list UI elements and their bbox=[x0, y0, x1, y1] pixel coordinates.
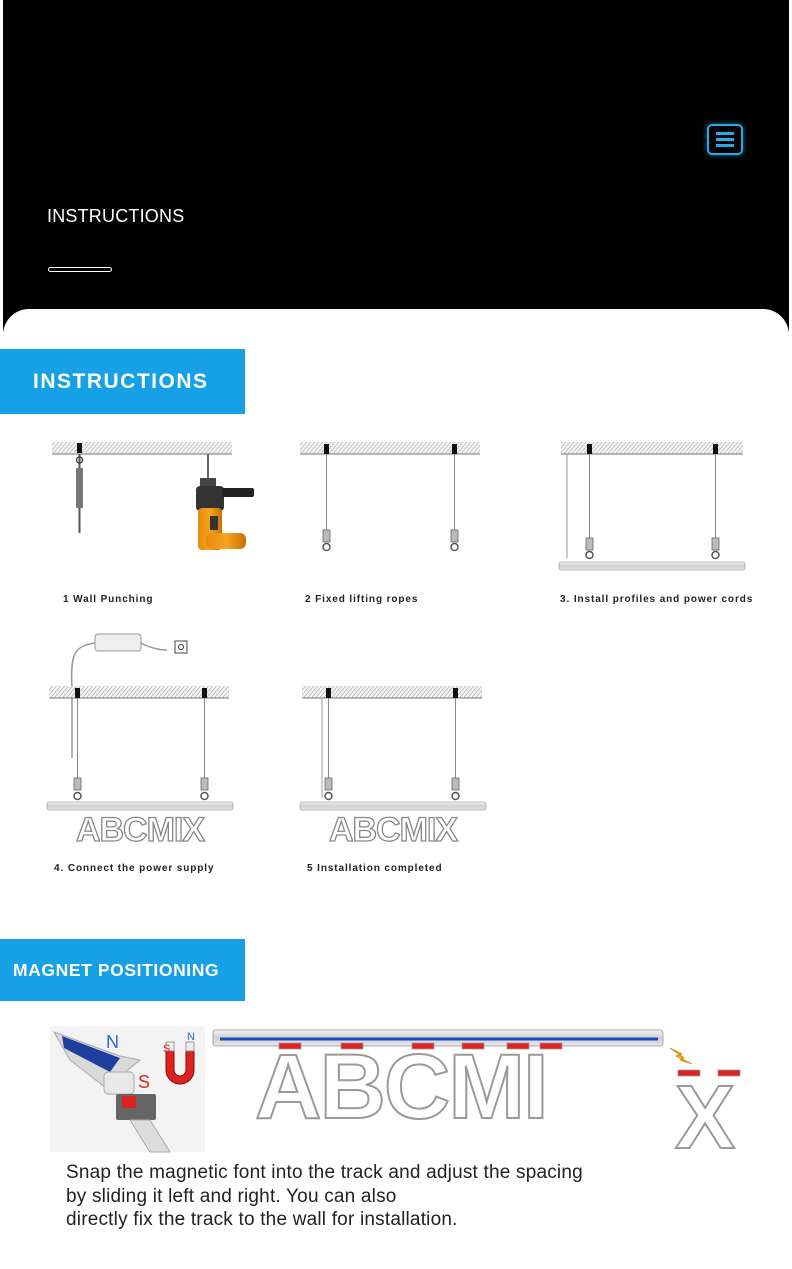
menu-icon bbox=[716, 132, 734, 135]
magnet-description-line-1: Snap the magnetic font into the track and adjust the spacing bbox=[66, 1162, 583, 1183]
magnet-description bbox=[66, 1161, 766, 1232]
page-header bbox=[0, 0, 792, 340]
step-1-caption: 1 Wall Punching bbox=[63, 594, 154, 605]
horseshoe-pole-s-label: S bbox=[163, 1043, 171, 1055]
menu-button[interactable] bbox=[707, 124, 743, 155]
step-4-caption: 4. Connect the power supply bbox=[54, 863, 215, 874]
step-5-illustration bbox=[298, 628, 488, 846]
menu-icon-line bbox=[716, 144, 734, 147]
magnet-description-line-3: directly fix the track to the wall for installation. bbox=[66, 1209, 458, 1230]
menu-icon-line bbox=[716, 138, 734, 141]
magnet-positioning-banner: MAGNET POSITIONING bbox=[0, 939, 245, 1001]
magnet-pole-s-label: S bbox=[138, 1072, 151, 1092]
magnet-description-line-2: by sliding it left and right. You can also bbox=[66, 1185, 397, 1207]
horseshoe-pole-n-label: N bbox=[187, 1031, 195, 1043]
step-2-illustration bbox=[298, 438, 483, 558]
step-4-illustration bbox=[45, 628, 235, 846]
instructions-banner: INSTRUCTIONS bbox=[0, 349, 245, 414]
step-2-caption: 2 Fixed lifting ropes bbox=[305, 594, 419, 605]
header-border-left bbox=[0, 0, 3, 340]
title-underline bbox=[48, 267, 112, 272]
step-5-sign-text: ABCMIX bbox=[328, 811, 458, 846]
magnet-sign-letter-x: X bbox=[675, 1068, 736, 1155]
magnet-sign-text: ABCMI bbox=[255, 1036, 547, 1138]
magnet-pole-n-label: N bbox=[106, 1032, 119, 1052]
step-1-illustration bbox=[50, 438, 260, 553]
step-5-caption: 5 Installation completed bbox=[307, 863, 443, 874]
step-3-illustration bbox=[557, 438, 749, 578]
page-title: INSTRUCTIONS bbox=[47, 206, 185, 226]
step-4-sign-text: ABCMIX bbox=[75, 811, 205, 846]
step-3-caption: 3. Install profiles and power cords bbox=[560, 594, 754, 605]
magnet-illustration bbox=[50, 1020, 760, 1155]
